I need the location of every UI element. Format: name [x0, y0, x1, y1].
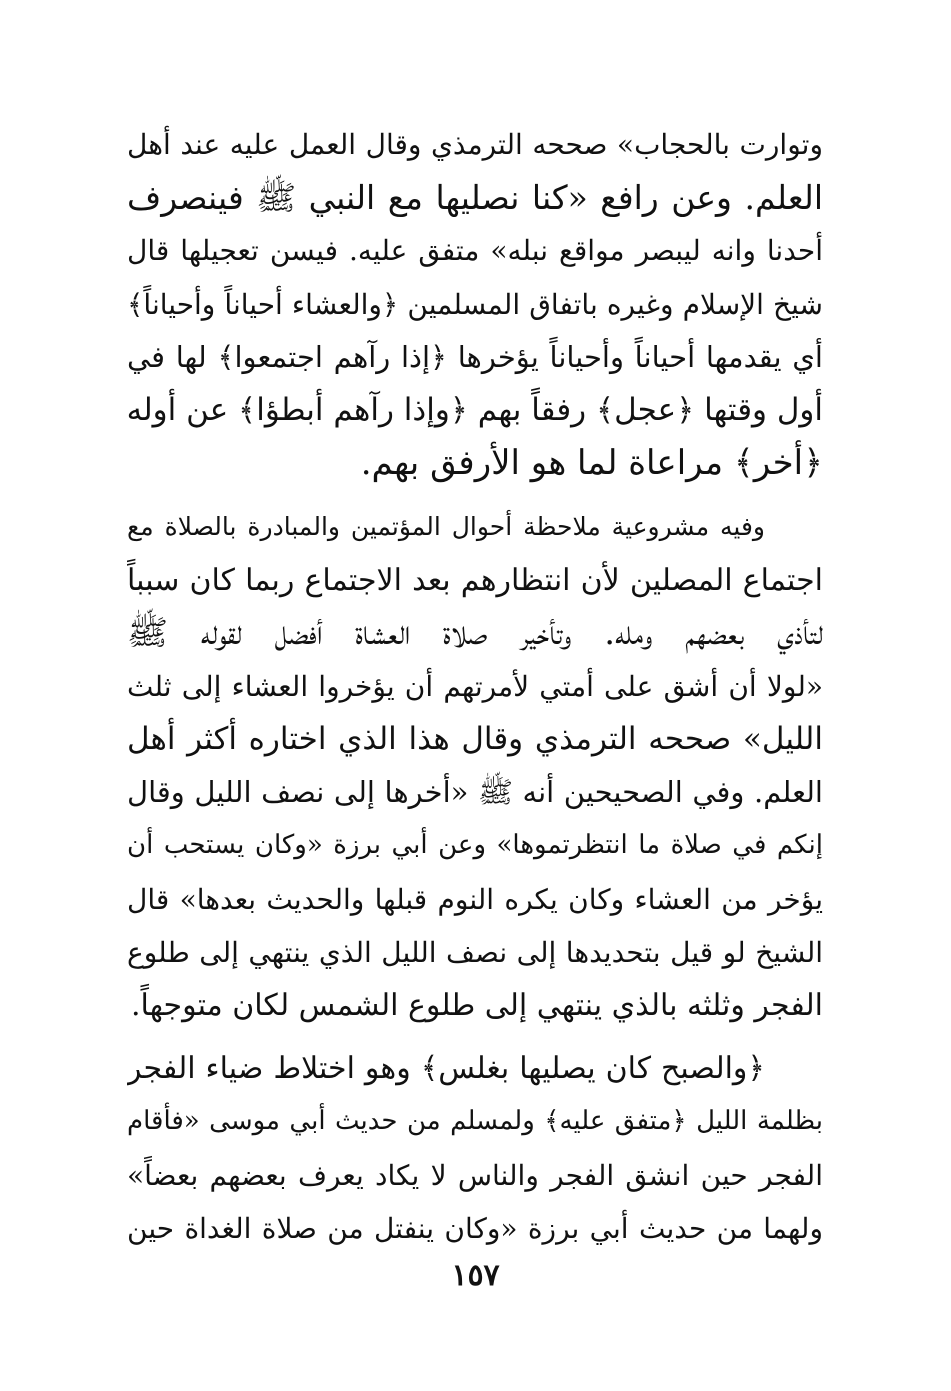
text-line: أي يقدمها أحياناً وأحياناً يؤخرها ﴿إذا رآهم اجتمعوا﴾ لها في	[127, 339, 823, 374]
text-line: أحدنا وانه ليبصر مواقع نبله» متفق عليه. فيسن تعجيلها قال	[127, 234, 823, 268]
text-line: العلم. وعن رافع «كنا نصليها مع النبي ﷺ فينصرف	[127, 178, 823, 218]
text-line: العلم. وفي الصحيحين أنه ﷺ «أخرها إلى نصف الليل وقال	[127, 775, 823, 810]
text-line: الليل» صححه الترمذي وقال هذا الذي اختاره أكثر أهل	[127, 721, 823, 758]
text-line: إنكم في صلاة ما انتظرتموها» وعن أبي برزة «وكان يستحب أن	[127, 830, 823, 861]
text-line: الفجر حين انشق الفجر والناس لا يكاد يعرف بعضهم بعضاً»	[127, 1158, 823, 1192]
paragraph-1	[127, 118, 823, 490]
page-number: ١٥٧	[451, 1258, 500, 1293]
text-line: ولهما من حديث أبي برزة «وكان ينفتل من صلاة الغداة حين	[127, 1211, 823, 1245]
paragraph-2	[127, 500, 823, 1032]
text-line: لتأذي بعضهم ومله. وتأخير صلاة العشاة أفضل لقوله ﷺ	[127, 612, 823, 653]
text-line: الفجر وثلثه بالذي ينتهي إلى طلوع الشمس لكان متوجهاً.	[131, 988, 823, 1023]
paragraph-3	[127, 1042, 823, 1255]
text-line: ﴿أخر﴾ مراعاة لما هو الأرفق بهم.	[360, 443, 823, 484]
page-body	[127, 118, 823, 1255]
text-line: اجتماع المصلين لأن انتظارهم بعد الاجتماع ربما كان سبباً	[127, 562, 823, 598]
text-line: وفيه مشروعية ملاحظة أحوال المؤتمين والمبادرة بالصلاة مع	[127, 512, 765, 542]
text-line: أول وقتها ﴿عجل﴾ رفقاً بهم ﴿وإذا رآهم أبطؤا﴾ عن أوله	[127, 391, 823, 428]
text-line: الشيخ لو قيل بتحديدها إلى نصف الليل الذي ينتهي إلى طلوع	[127, 935, 823, 969]
text-line: شيخ الإسلام وغيره باتفاق المسلمين ﴿والعشاء أحياناً وأحياناً﴾	[127, 287, 823, 321]
text-line: ﴿والصبح كان يصليها بغلس﴾ وهو اختلاط ضياء الفجر	[127, 1051, 765, 1087]
text-line: يؤخر من العشاء وكان يكره النوم قبلها والحديث بعدها» قال	[127, 882, 823, 916]
text-line: بظلمة الليل ﴿متفق عليه﴾ ولمسلم من حديث أبي موسى «فأقام	[127, 1106, 823, 1137]
text-line: «لولا أن أشق على أمتي لأمرتهم أن يؤخروا العشاء إلى ثلث	[127, 669, 823, 703]
text-line: وتوارت بالحجاب» صححه الترمذي وقال العمل عليه عند أهل	[127, 128, 823, 161]
